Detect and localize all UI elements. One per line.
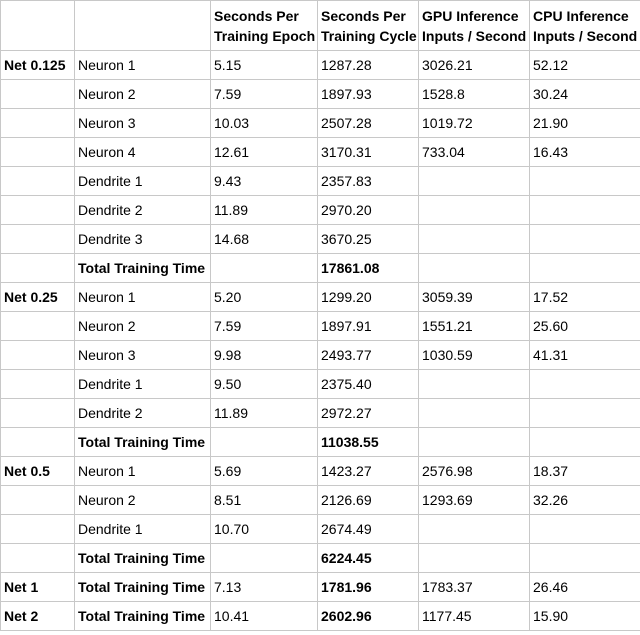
group-cell [1, 341, 75, 370]
gpu-cell [419, 167, 530, 196]
epoch-cell: 14.68 [211, 225, 318, 254]
label-cell: Dendrite 2 [75, 399, 211, 428]
cycle-cell: 1781.96 [318, 573, 419, 602]
group-cell [1, 370, 75, 399]
label-cell: Total Training Time [75, 602, 211, 631]
table-row [1, 602, 640, 631]
cpu-cell [530, 254, 640, 283]
gpu-cell: 1177.45 [419, 602, 530, 631]
cpu-cell: 15.90 [530, 602, 640, 631]
group-cell [1, 167, 75, 196]
cycle-cell: 1897.93 [318, 80, 419, 109]
epoch-cell: 8.51 [211, 486, 318, 515]
cycle-cell: 1299.20 [318, 283, 419, 312]
table-row [1, 428, 640, 457]
header-epoch-line-2: Training Epoch [214, 27, 316, 44]
gpu-cell [419, 399, 530, 428]
group-cell: Net 0.5 [1, 457, 75, 486]
group-cell [1, 80, 75, 109]
header-cell-group [1, 1, 75, 51]
cpu-cell: 16.43 [530, 138, 640, 167]
epoch-cell: 5.15 [211, 51, 318, 80]
epoch-cell: 9.98 [211, 341, 318, 370]
cpu-cell: 41.31 [530, 341, 640, 370]
cpu-cell [530, 399, 640, 428]
cpu-cell [530, 225, 640, 254]
table-row [1, 109, 640, 138]
cycle-cell: 2375.40 [318, 370, 419, 399]
label-cell: Dendrite 2 [75, 196, 211, 225]
table-row [1, 283, 640, 312]
epoch-cell: 11.89 [211, 399, 318, 428]
epoch-cell [211, 254, 318, 283]
gpu-cell [419, 196, 530, 225]
gpu-cell [419, 225, 530, 254]
table-row [1, 196, 640, 225]
table-row [1, 138, 640, 167]
label-cell: Dendrite 1 [75, 167, 211, 196]
table-row [1, 254, 640, 283]
cpu-cell [530, 196, 640, 225]
epoch-cell: 11.89 [211, 196, 318, 225]
epoch-cell: 10.03 [211, 109, 318, 138]
label-cell: Total Training Time [75, 573, 211, 602]
cpu-cell: 25.60 [530, 312, 640, 341]
gpu-cell: 1019.72 [419, 109, 530, 138]
table-row [1, 573, 640, 602]
cpu-cell [530, 515, 640, 544]
cpu-cell: 52.12 [530, 51, 640, 80]
table-row [1, 515, 640, 544]
header-cell-cpu [530, 1, 640, 51]
cycle-cell: 17861.08 [318, 254, 419, 283]
group-cell [1, 254, 75, 283]
table-row [1, 341, 640, 370]
label-cell: Neuron 2 [75, 312, 211, 341]
table-row [1, 312, 640, 341]
gpu-cell: 1551.21 [419, 312, 530, 341]
group-cell: Net 2 [1, 602, 75, 631]
label-cell: Neuron 4 [75, 138, 211, 167]
gpu-cell: 733.04 [419, 138, 530, 167]
epoch-cell [211, 544, 318, 573]
label-cell: Total Training Time [75, 544, 211, 573]
label-cell: Neuron 1 [75, 457, 211, 486]
table-body [1, 51, 640, 631]
label-cell: Neuron 1 [75, 51, 211, 80]
label-cell: Total Training Time [75, 254, 211, 283]
group-cell [1, 225, 75, 254]
gpu-cell: 3026.21 [419, 51, 530, 80]
table-row [1, 457, 640, 486]
group-cell [1, 109, 75, 138]
cpu-cell: 18.37 [530, 457, 640, 486]
table-row [1, 225, 640, 254]
header-row [1, 1, 640, 51]
table-row [1, 544, 640, 573]
cycle-cell: 2602.96 [318, 602, 419, 631]
label-cell: Neuron 3 [75, 341, 211, 370]
group-cell [1, 544, 75, 573]
cpu-cell: 26.46 [530, 573, 640, 602]
group-cell: Net 1 [1, 573, 75, 602]
epoch-cell: 7.59 [211, 80, 318, 109]
epoch-cell: 10.70 [211, 515, 318, 544]
gpu-cell [419, 370, 530, 399]
cpu-cell [530, 167, 640, 196]
group-cell [1, 196, 75, 225]
cycle-cell: 1423.27 [318, 457, 419, 486]
label-cell: Neuron 1 [75, 283, 211, 312]
table-row [1, 486, 640, 515]
cycle-cell: 2126.69 [318, 486, 419, 515]
epoch-cell: 12.61 [211, 138, 318, 167]
epoch-cell: 7.13 [211, 573, 318, 602]
cycle-cell: 1287.28 [318, 51, 419, 80]
table-row [1, 51, 640, 80]
gpu-cell: 1030.59 [419, 341, 530, 370]
group-cell [1, 515, 75, 544]
header-cell-label [75, 1, 211, 51]
cycle-cell: 2970.20 [318, 196, 419, 225]
gpu-cell: 1528.8 [419, 80, 530, 109]
epoch-cell: 7.59 [211, 312, 318, 341]
label-cell: Dendrite 1 [75, 515, 211, 544]
header-cell-cycle [318, 1, 419, 51]
table-row [1, 167, 640, 196]
header-cpu-line-2: Inputs / Second [533, 27, 638, 44]
group-cell [1, 312, 75, 341]
cycle-cell: 1897.91 [318, 312, 419, 341]
group-cell [1, 138, 75, 167]
gpu-cell: 3059.39 [419, 283, 530, 312]
cycle-cell: 2357.83 [318, 167, 419, 196]
label-cell: Neuron 2 [75, 486, 211, 515]
label-cell: Dendrite 1 [75, 370, 211, 399]
header-cell-epoch [211, 1, 318, 51]
cycle-cell: 2972.27 [318, 399, 419, 428]
group-cell: Net 0.125 [1, 51, 75, 80]
header-epoch-line-1: Seconds Per [214, 7, 299, 24]
header-cycle-line-1: Seconds Per [321, 7, 406, 24]
group-cell [1, 428, 75, 457]
cpu-cell: 30.24 [530, 80, 640, 109]
epoch-cell: 5.20 [211, 283, 318, 312]
gpu-cell [419, 544, 530, 573]
cpu-cell [530, 428, 640, 457]
group-cell [1, 486, 75, 515]
cycle-cell: 2493.77 [318, 341, 419, 370]
label-cell: Total Training Time [75, 428, 211, 457]
gpu-cell [419, 254, 530, 283]
gpu-cell [419, 515, 530, 544]
cpu-cell [530, 370, 640, 399]
gpu-cell: 1783.37 [419, 573, 530, 602]
epoch-cell [211, 428, 318, 457]
cpu-cell: 17.52 [530, 283, 640, 312]
cycle-cell: 2507.28 [318, 109, 419, 138]
group-cell [1, 399, 75, 428]
epoch-cell: 5.69 [211, 457, 318, 486]
gpu-cell: 2576.98 [419, 457, 530, 486]
label-cell: Dendrite 3 [75, 225, 211, 254]
cycle-cell: 3170.31 [318, 138, 419, 167]
header-cell-gpu [419, 1, 530, 51]
table-row [1, 399, 640, 428]
cycle-cell: 11038.55 [318, 428, 419, 457]
gpu-cell [419, 428, 530, 457]
label-cell: Neuron 3 [75, 109, 211, 138]
cpu-cell [530, 544, 640, 573]
group-cell: Net 0.25 [1, 283, 75, 312]
epoch-cell: 9.43 [211, 167, 318, 196]
table-row [1, 80, 640, 109]
header-cpu-line-1: CPU Inference [533, 7, 629, 24]
label-cell: Neuron 2 [75, 80, 211, 109]
epoch-cell: 9.50 [211, 370, 318, 399]
cpu-cell: 21.90 [530, 109, 640, 138]
header-gpu-line-1: GPU Inference [422, 7, 519, 24]
table-row [1, 370, 640, 399]
cpu-cell: 32.26 [530, 486, 640, 515]
epoch-cell: 10.41 [211, 602, 318, 631]
cycle-cell: 3670.25 [318, 225, 419, 254]
cycle-cell: 6224.45 [318, 544, 419, 573]
gpu-cell: 1293.69 [419, 486, 530, 515]
header-gpu-line-2: Inputs / Second [422, 27, 527, 44]
cycle-cell: 2674.49 [318, 515, 419, 544]
header-cycle-line-2: Training Cycle [321, 27, 417, 44]
